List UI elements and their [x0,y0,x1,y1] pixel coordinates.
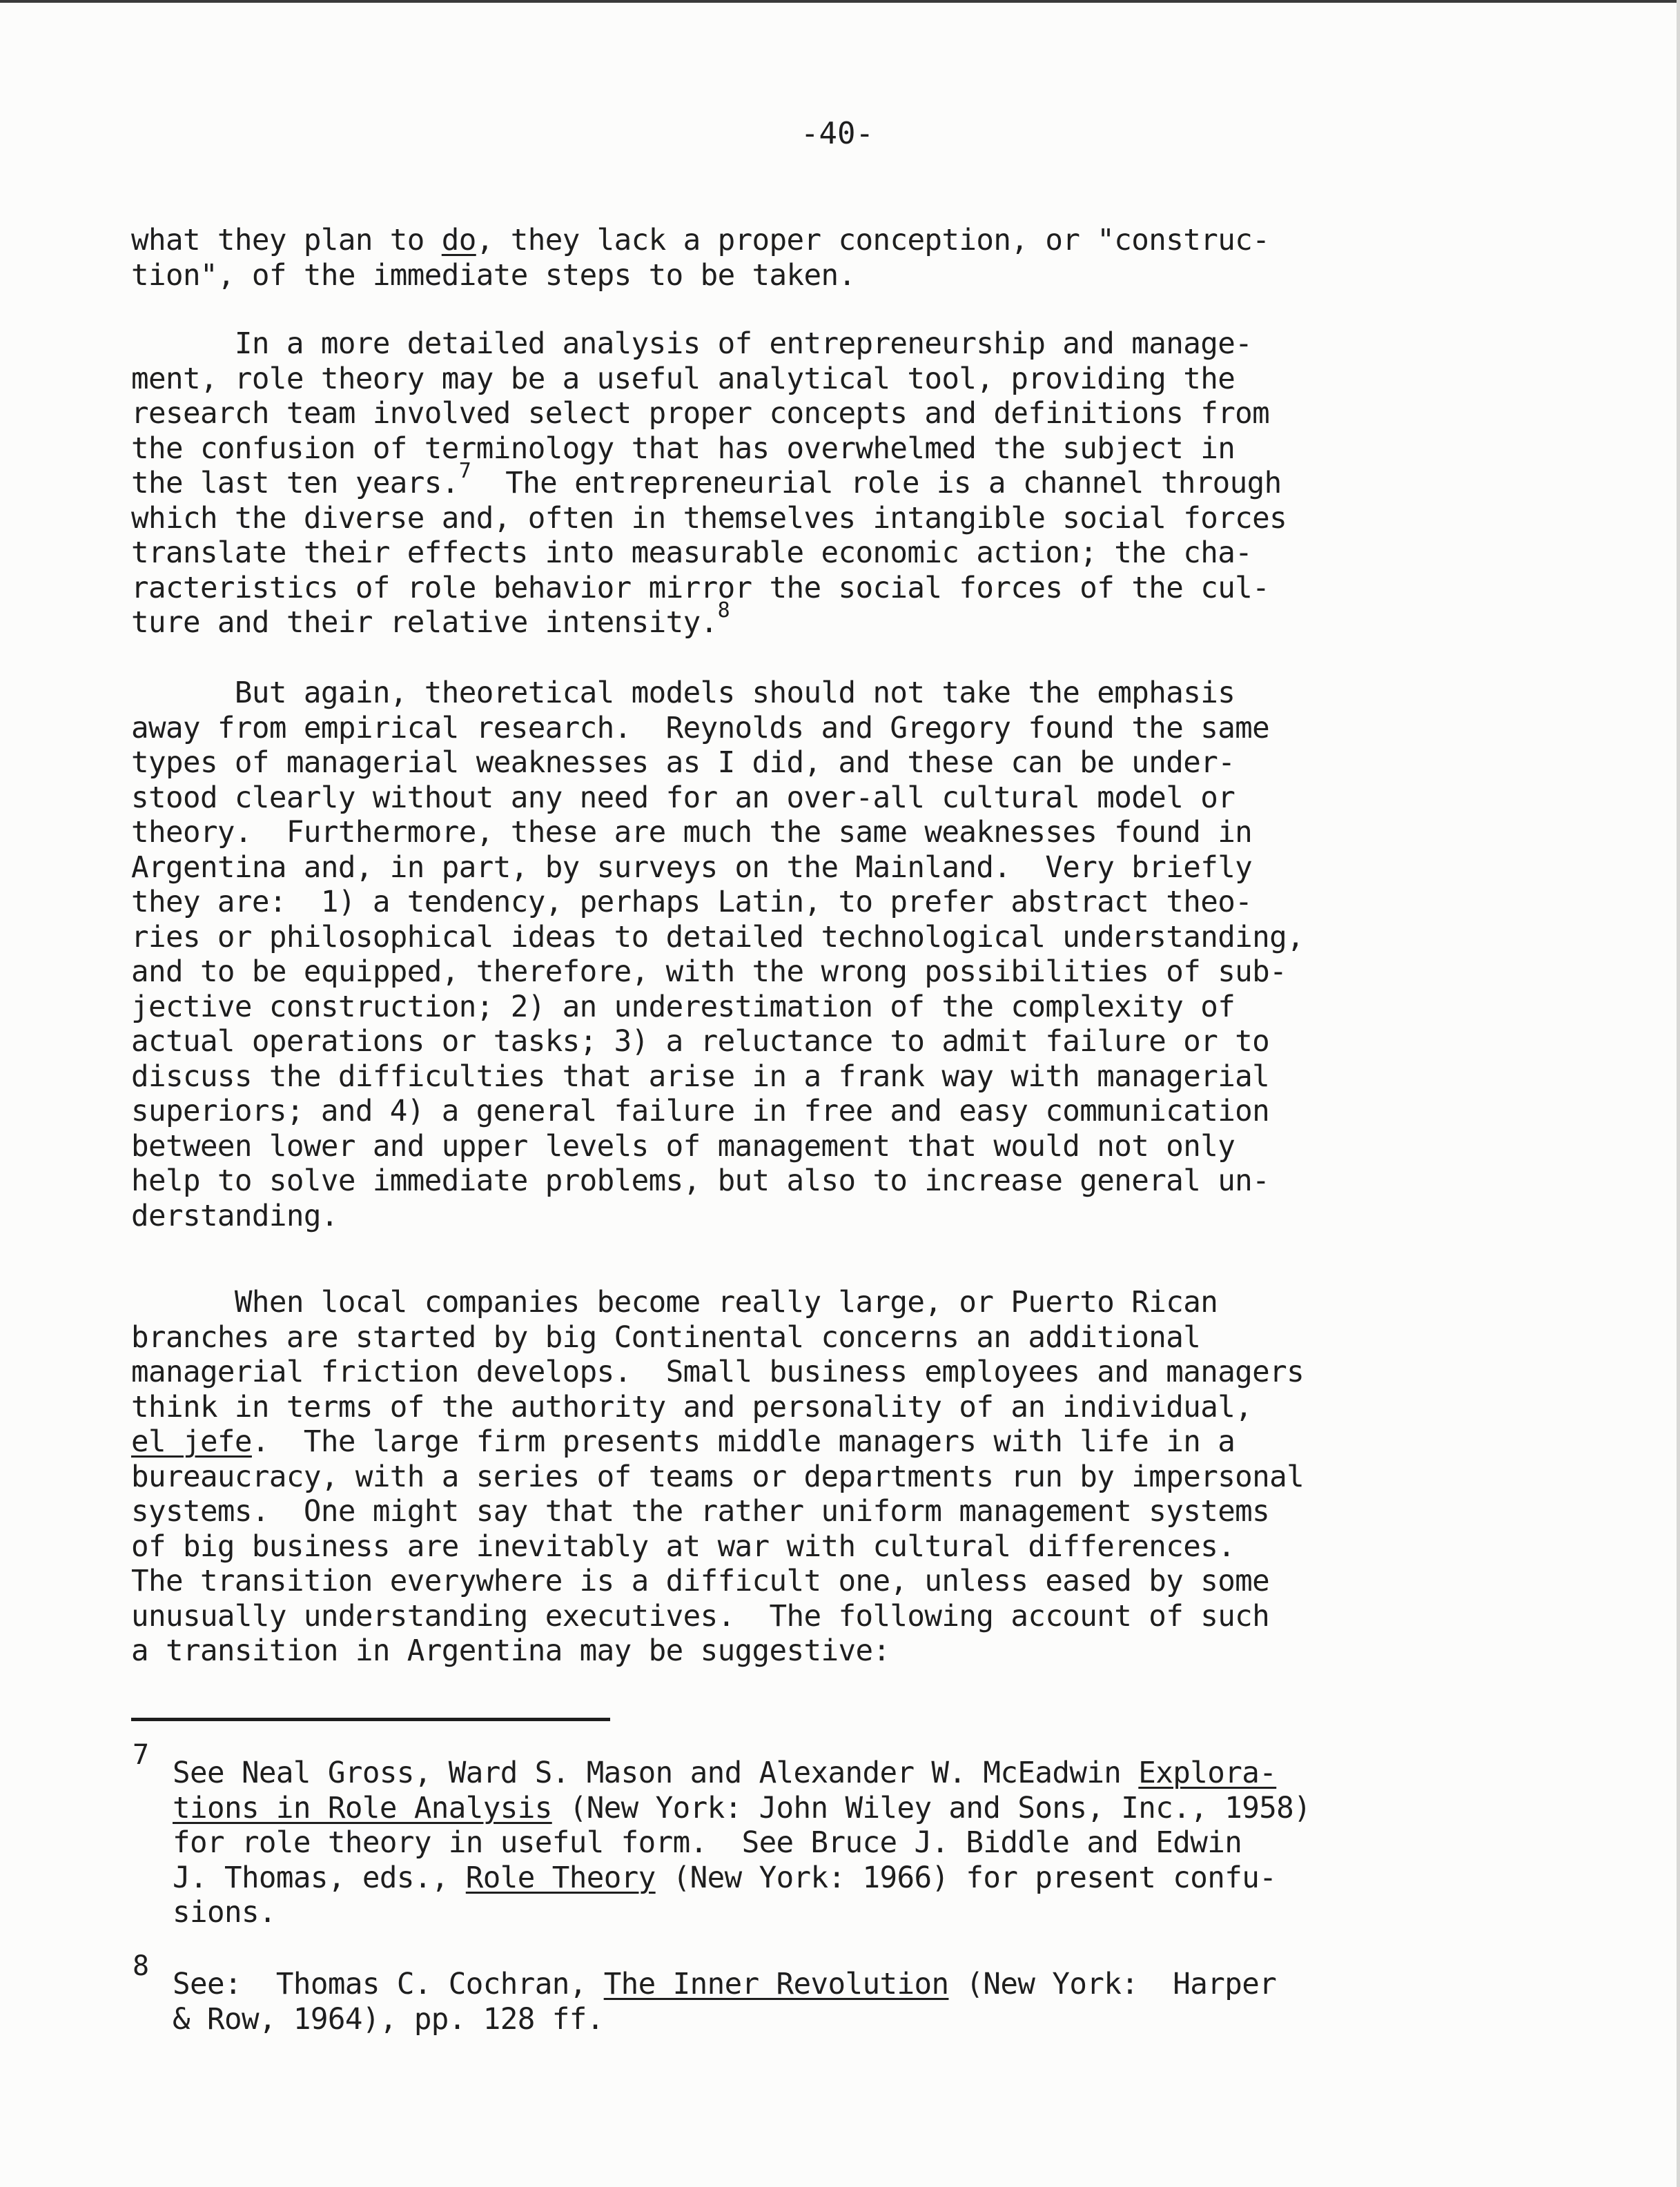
footnote-7-marker: 7 [133,1739,150,1771]
footnote-separator [131,1718,610,1721]
text-line: the confusion of terminology that has overwhelmed the subject in [131,431,1235,466]
text-line: theory. Furthermore, these are much the same weaknesses found in [131,816,1253,850]
text-line: The transition everywhere is a difficult one, unless eased by some [131,1565,1270,1598]
footnote-line: J. Thomas, eds., Role Theory (New York: 1966) for present confu- [173,1861,1277,1895]
footnote-8 [173,1968,1553,2037]
text-line: away from empirical research. Reynolds and Gregory found the same [131,711,1270,745]
underlined-text: Role Theory [465,1861,656,1895]
text-line: unusually understanding executives. The following account of such [131,1599,1270,1634]
text-line: a transition in Argentina may be suggestive: [131,1634,890,1668]
text-line: tion", of the immediate steps to be taken. [131,258,856,293]
text-line: ries or philosophical ideas to detailed technological understanding, [131,920,1305,954]
footnote-line: tions in Role Analysis (New York: John Wiley and Sons, Inc., 1958) [173,1791,1311,1825]
text-line: of big business are inevitably at war with cultural differences. [131,1529,1235,1564]
text-line: jective construction; 2) an underestimation of the complexity of [131,990,1235,1024]
text-line: Argentina and, in part, by surveys on the Mainland. Very briefly [131,850,1253,885]
footnote-line: sions. [173,1896,276,1930]
text-line: between lower and upper levels of management that would not only [131,1129,1235,1164]
text-line: and to be equipped, therefore, with the wrong possibilities of sub- [131,955,1287,989]
text-line: superiors; and 4) a general failure in free and easy communication [131,1095,1270,1128]
footnote-line: See: Thomas C. Cochran, The Inner Revolution (New York: Harper [173,1968,1277,2001]
text-line: think in terms of the authority and personality of an individual, [131,1390,1253,1424]
text-line: systems. One might say that the rather uniform management systems [131,1495,1270,1529]
footnote-line: See Neal Gross, Ward S. Mason and Alexander W. McEadwin Explora- [173,1756,1277,1790]
text-line: help to solve immediate problems, but also to increase general un- [131,1164,1270,1198]
text-line: which the diverse and, often in themselves intangible social forces [131,501,1287,536]
paragraph-1 [131,224,1553,293]
text-line: branches are started by big Continental concerns an additional [131,1320,1201,1355]
text-line: In a more detailed analysis of entrepreneurship and manage- [131,327,1253,361]
text-line: ture and their relative intensity.$^8$ [131,598,730,640]
text-line: the last ten years.$^7$ The entrepreneurial role is a channel through [131,459,1282,500]
page-top-edge [0,0,1680,3]
footnote-reference: 8 [717,598,730,622]
paragraph-2 [131,327,1553,641]
text-line: what they plan to do, they lack a proper conception, or "construc- [131,224,1270,257]
text-line: research team involved select proper concepts and definitions from [131,397,1270,431]
text-line: managerial friction develops. Small business employees and managers [131,1355,1305,1389]
footnote-7 [173,1756,1553,1931]
underlined-text: tions in Role Analysis [173,1791,552,1825]
text-line: bureaucracy, with a series of teams or departments run by impersonal [131,1460,1305,1494]
footnote-8-marker: 8 [133,1950,150,1982]
paragraph-3 [131,676,1553,1234]
text-line: translate their effects into measurable economic action; the cha- [131,536,1253,570]
text-line: types of managerial weaknesses as I did, and these can be under- [131,746,1235,780]
page-number: -40- [801,116,874,151]
text-line: ment, role theory may be a useful analytical tool, providing the [131,362,1235,396]
text-line: stood clearly without any need for an over-all cultural model or [131,781,1235,815]
underlined-text: el jefe [131,1425,252,1459]
underlined-text: The Inner Revolution [603,1968,949,2001]
paragraph-4 [131,1286,1553,1669]
text-line: they are: 1) a tendency, perhaps Latin, to prefer abstract theo- [131,885,1253,919]
footnote-reference: 7 [458,459,471,483]
underlined-text: Explora- [1138,1756,1277,1790]
text-line: el jefe. The large firm presents middle managers with life in a [131,1425,1235,1459]
footnote-line: & Row, 1964), pp. 128 ff. [173,2002,604,2037]
text-line: racteristics of role behavior mirror the social forces of the cul- [131,571,1270,605]
page-right-edge [1677,0,1680,2187]
text-line: When local companies become really large, or Puerto Rican [131,1286,1218,1320]
text-line: actual operations or tasks; 3) a reluctance to admit failure or to [131,1025,1270,1059]
text-line: discuss the difficulties that arise in a frank way with managerial [131,1059,1270,1094]
text-line: But again, theoretical models should not take the emphasis [131,676,1235,710]
footnote-line: for role theory in useful form. See Bruce J. Biddle and Edwin [173,1826,1242,1860]
text-line: derstanding. [131,1199,338,1233]
underlined-text: do [441,224,476,257]
